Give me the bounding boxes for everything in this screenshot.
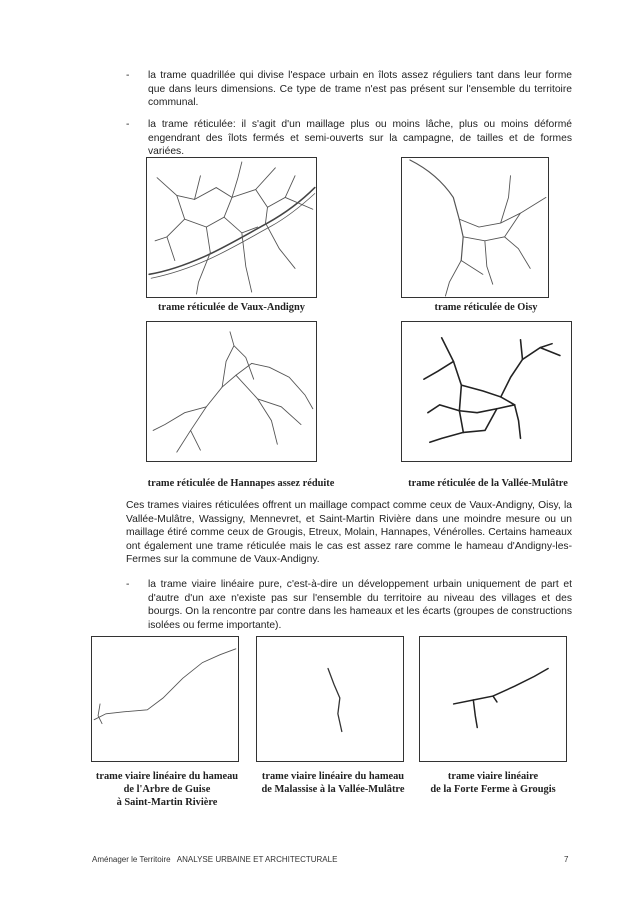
caption-line: à Saint-Martin Rivière [116,797,218,808]
caption-line: de l'Arbre de Guise [123,784,211,795]
bullet-dash: - [126,579,130,590]
caption-arbre-de-guise [84,770,250,809]
caption-line: de Malassise à la Vallée-Mulâtre [261,784,405,795]
map-oisy [401,157,549,298]
footer-title: Aménager le Territoire ANALYSE URBAINE ET ARCHITECTURALE [92,855,338,864]
caption-vallee-mulatre: trame réticulée de la Vallée-Mulâtre [408,478,568,489]
caption-forte-ferme [412,770,574,796]
caption-line: trame viaire linéaire du hameau [261,771,405,782]
bullet-reticulee [126,118,572,159]
page-number: 7 [564,855,569,864]
bullet-quadrillee [126,69,572,110]
body-paragraph: Ces trames viaires réticulées offrent un maillage compact comme ceux de Vaux-Andigny, Oisy, la Vallée-Mulâtre, Wassigny, Mennevret, et Saint-Martin Rivière dans une moindre mesure ou un maillage étiré comme ceux de Grougis, Etreux, Molain, Hannapes, Vénérolles. Certains hameaux ont également une trame réticulée mais le cas est assez rare comme le hameau d'Andigny-les-Fermes sur la commune de Vaux-Andigny. [126,500,572,566]
caption-vaux-andigny: trame réticulée de Vaux-Andigny [158,302,305,313]
caption-malassise [250,770,416,796]
map-vallee-mulatre [401,321,572,462]
bullet-lineaire [126,578,572,632]
bullet-dash: - [126,119,130,130]
bullet-text: la trame réticulée: il s'agit d'un maillage plus ou moins lâche, plus ou moins déformé engendrant des îlots fermés et semi-ouverts sur la campagne, de tailles et de formes variées. [148,119,572,158]
caption-oisy: trame réticulée de Oisy [434,302,538,313]
bullet-text: la trame viaire linéaire pure, c'est-à-dire un développement urbain uniquement de part et d'autre d'un axe n'existe pas sur l'ensemble du territoire au niveau des villages et des bourgs. On la rencontre par contre dans les hameaux et les écarts (groupes de constructions isolées ou ferme importante). [148,579,572,631]
map-forte-ferme [419,636,567,762]
map-hannapes [146,321,317,462]
bullet-text: la trame quadrillée qui divise l'espace urbain en îlots assez réguliers tant dans leur forme que dans leurs dimensions. Ce type de trame n'est pas présent sur l'ensemble du territoire communal. [148,70,572,109]
map-vaux-andigny [146,157,317,298]
map-malassise [256,636,404,762]
caption-line: trame viaire linéaire [447,771,539,782]
caption-line: de la Forte Ferme à Grougis [430,784,556,795]
bullet-dash: - [126,70,130,81]
caption-line: trame viaire linéaire du hameau [95,771,239,782]
caption-hannapes: trame réticulée de Hannapes assez réduite [147,478,335,489]
map-arbre-de-guise [91,636,239,762]
